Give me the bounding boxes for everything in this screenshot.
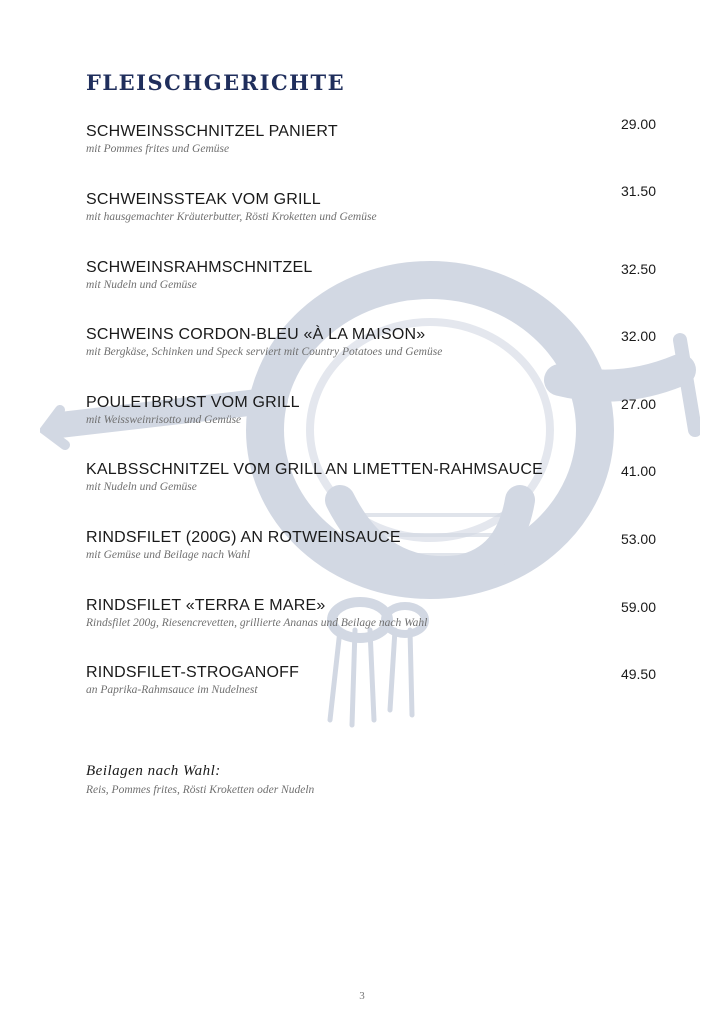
menu-item-price: 29.00 bbox=[620, 116, 656, 132]
menu-item-description: mit Nudeln und Gemüse bbox=[86, 279, 197, 291]
menu-item-price: 31.50 bbox=[620, 183, 656, 199]
menu-item-name: SCHWEINSRAHMSCHNITZEL bbox=[86, 259, 313, 276]
menu-item-name: RINDSFILET (200G) AN ROTWEINSAUCE bbox=[86, 529, 401, 546]
menu-item bbox=[86, 597, 656, 629]
menu-item-price: 32.00 bbox=[620, 328, 656, 344]
side-dishes-title: Beilagen nach Wahl: bbox=[86, 763, 221, 779]
section-title: FLEISCHGERICHTE bbox=[86, 70, 346, 95]
menu-item bbox=[86, 461, 656, 493]
menu-item-name: SCHWEINS CORDON-BLEU «À LA MAISON» bbox=[86, 326, 426, 343]
menu-item-price: 41.00 bbox=[620, 463, 656, 479]
menu-item bbox=[86, 259, 656, 291]
menu-item-description: mit Bergkäse, Schinken und Speck serviert mit Country Potatoes und Gemüse bbox=[86, 346, 443, 358]
menu-item bbox=[86, 394, 656, 426]
menu-item bbox=[86, 116, 656, 155]
menu-item bbox=[86, 529, 656, 561]
menu-item-description: mit Gemüse und Beilage nach Wahl bbox=[86, 549, 251, 561]
menu-item-name: RINDSFILET «TERRA E MARE» bbox=[86, 597, 326, 614]
menu-item-price: 32.50 bbox=[620, 261, 656, 277]
menu-item-name: KALBSSCHNITZEL VOM GRILL AN LIMETTEN-RAHMSAUCE bbox=[86, 461, 543, 478]
menu-item-name: SCHWEINSSCHNITZEL PANIERT bbox=[86, 123, 338, 140]
menu-item-name: RINDSFILET-STROGANOFF bbox=[86, 664, 300, 681]
menu-item bbox=[86, 664, 656, 696]
menu-item-description: Rindsfilet 200g, Riesencrevetten, grillierte Ananas und Beilage nach Wahl bbox=[86, 617, 428, 629]
menu-item-description: mit Weissweinrisotto und Gemüse bbox=[86, 414, 242, 426]
menu-item-price: 53.00 bbox=[620, 531, 656, 547]
menu-item-description: mit Nudeln und Gemüse bbox=[86, 481, 197, 493]
menu-item-description: mit Pommes frites und Gemüse bbox=[86, 143, 230, 155]
side-dishes-note bbox=[86, 763, 314, 796]
menu-item bbox=[86, 326, 656, 358]
menu-item-description: an Paprika-Rahmsauce im Nudelnest bbox=[86, 684, 258, 696]
page-number: 3 bbox=[359, 990, 365, 1002]
menu-item-description: mit hausgemachter Kräuterbutter, Rösti Kroketten und Gemüse bbox=[86, 211, 377, 223]
menu-item bbox=[86, 183, 656, 223]
menu-item-price: 49.50 bbox=[620, 666, 656, 682]
menu-item-price: 27.00 bbox=[620, 396, 656, 412]
menu-item-name: SCHWEINSSTEAK VOM GRILL bbox=[86, 191, 321, 208]
menu-item-price: 59.00 bbox=[620, 599, 656, 615]
menu-item-name: POULETBRUST VOM GRILL bbox=[86, 394, 300, 411]
side-dishes-list: Reis, Pommes frites, Rösti Kroketten oder Nudeln bbox=[86, 784, 315, 796]
